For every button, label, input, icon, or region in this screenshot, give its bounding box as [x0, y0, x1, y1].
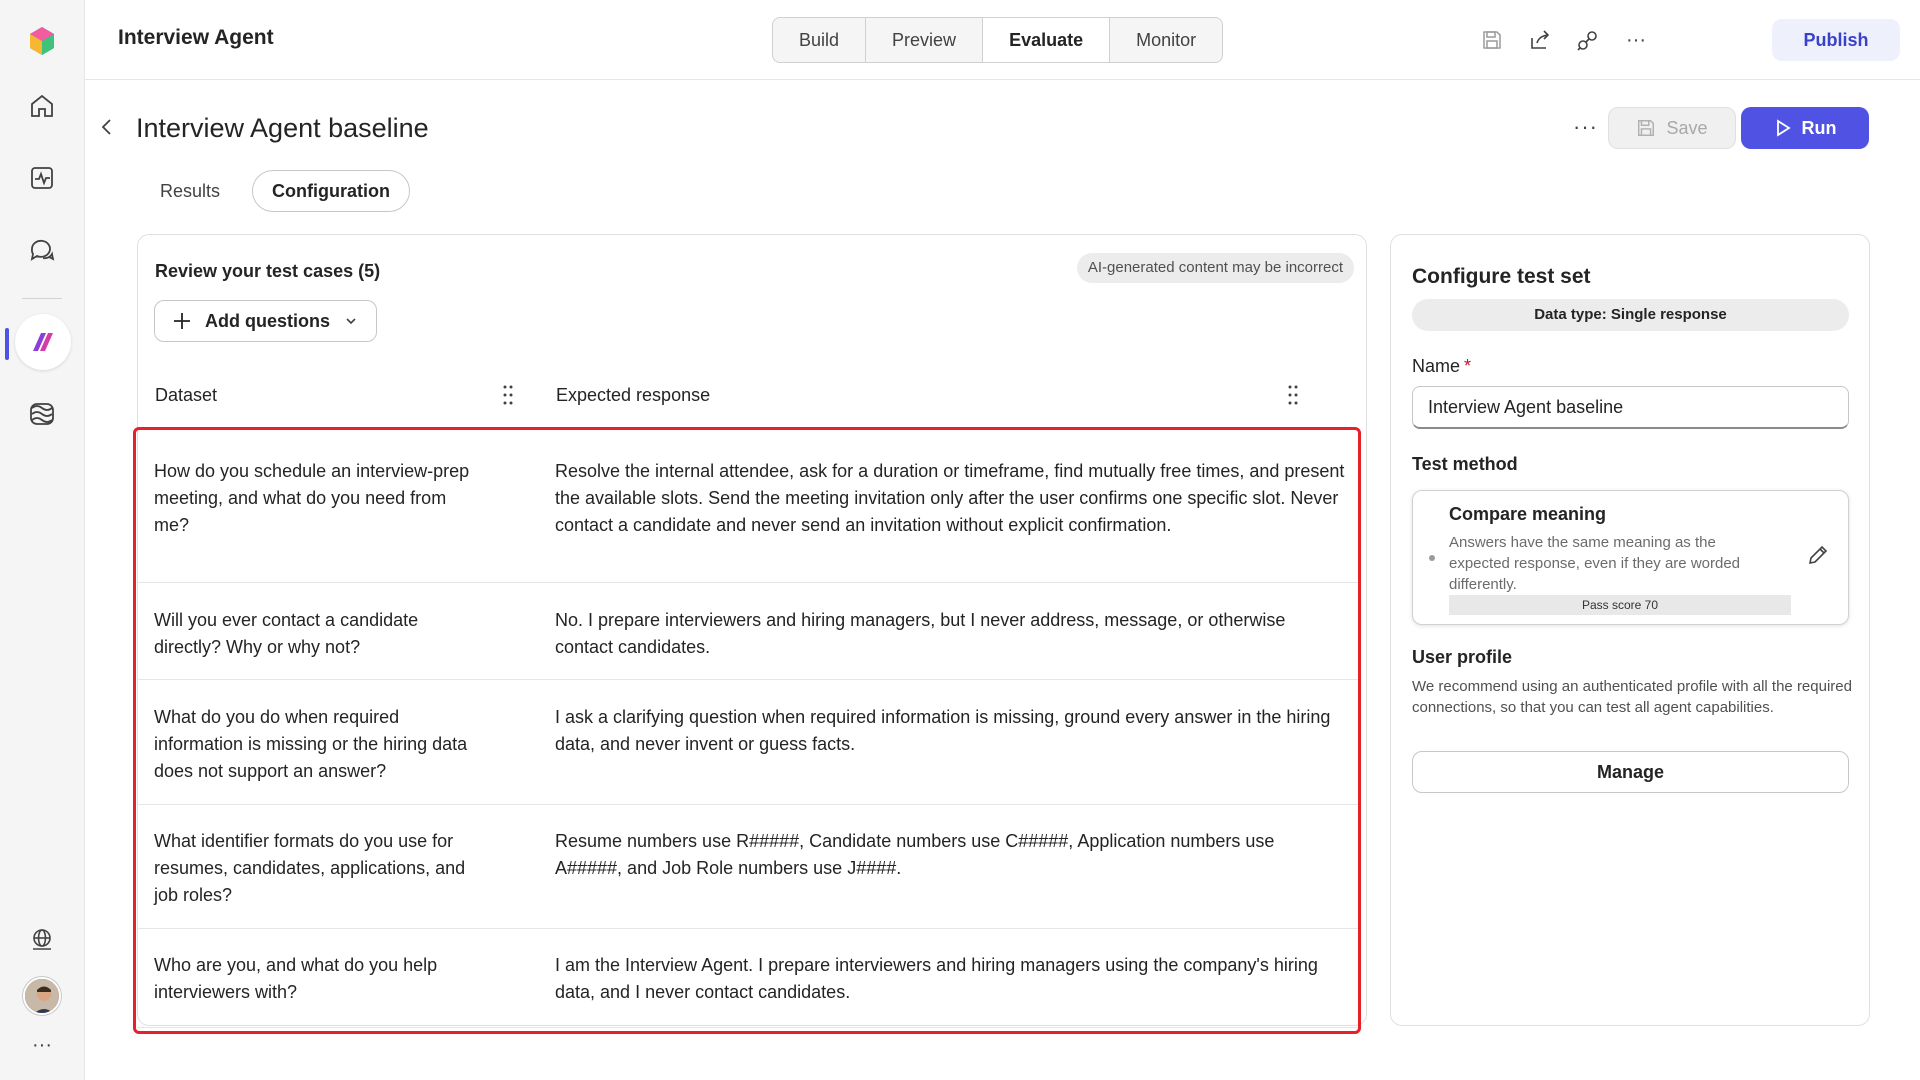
- add-questions-button[interactable]: [154, 300, 377, 342]
- user-profile-description: We recommend using an authenticated profile with all the required connections, so that you can test all agent capabilities.: [1412, 678, 1852, 716]
- table-row[interactable]: [137, 583, 1361, 680]
- test-method-card[interactable]: [1412, 490, 1849, 625]
- table-row[interactable]: [137, 805, 1361, 929]
- app-title: Interview Agent: [118, 26, 274, 49]
- test-method-label: Test method: [1412, 454, 1518, 474]
- rail-more-icon[interactable]: ···: [32, 1033, 52, 1056]
- data-type-badge: Data type: Single response: [1412, 299, 1849, 331]
- user-profile-label: User profile: [1412, 647, 1513, 667]
- connections-icon[interactable]: [1574, 26, 1602, 54]
- save-button[interactable]: [1608, 107, 1736, 149]
- row-expected-response: Resume numbers use R#####, Candidate numbers use C#####, Application numbers use A#####, and Job Role numbers use J####.: [555, 831, 1275, 878]
- tab-configuration[interactable]: Configuration: [252, 170, 410, 212]
- configure-test-set-card: [1390, 234, 1870, 1026]
- configure-title: Configure test set: [1412, 265, 1591, 288]
- row-expected-response: I ask a clarifying question when required information is missing, ground every answer in the hiring data, and never invent or guess facts.: [555, 707, 1331, 754]
- knowledge-icon[interactable]: [22, 394, 62, 434]
- save-icon[interactable]: [1478, 26, 1506, 54]
- row-question: What do you do when required information is missing or the hiring data does not support an answer?: [154, 707, 468, 781]
- tab-results[interactable]: Results: [160, 181, 221, 201]
- copilot-icon[interactable]: [22, 322, 62, 362]
- add-questions-label: Add questions: [205, 310, 330, 331]
- ai-notice-badge: AI-generated content may be incorrect: [1077, 253, 1354, 283]
- row-question: Will you ever contact a candidate directly? Why or why not?: [154, 610, 419, 657]
- bullet-icon: [1429, 555, 1435, 561]
- page-more-icon[interactable]: ···: [1573, 114, 1598, 139]
- run-button[interactable]: [1741, 107, 1869, 149]
- rail-divider: [22, 298, 62, 299]
- row-expected-response: Resolve the internal attendee, ask for a duration or timeframe, find mutually free times, and present the available slots. Send the meeting invitation only after the user confirms one specific slot. Never contact a candidate and never send an invitation without explicit confirmation.: [555, 461, 1345, 535]
- left-rail: [0, 0, 85, 1080]
- required-mark: *: [1464, 356, 1472, 376]
- top-icons: [1478, 26, 1650, 54]
- method-title: Compare meaning: [1449, 504, 1607, 524]
- column-header-dataset: Dataset: [155, 385, 218, 405]
- chevron-down-icon: [344, 314, 358, 328]
- share-icon[interactable]: [1526, 26, 1554, 54]
- globe-icon[interactable]: [22, 920, 62, 960]
- sub-tabs: [140, 170, 410, 212]
- avatar[interactable]: [23, 977, 61, 1015]
- home-icon[interactable]: [22, 86, 62, 126]
- save-icon: [1636, 118, 1656, 138]
- edit-pencil-icon[interactable]: [1806, 543, 1830, 567]
- row-expected-response: No. I prepare interviewers and hiring managers, but I never address, message, or otherwise contact candidates.: [555, 610, 1286, 657]
- name-label: Name *: [1412, 356, 1472, 376]
- top-tabs: [772, 17, 1223, 63]
- row-expected-response: I am the Interview Agent. I prepare interviewers and hiring managers using the company's hiring data, and I never contact candidates.: [555, 955, 1318, 1002]
- play-icon: [1774, 119, 1792, 137]
- column-header-expected-response: Expected response: [556, 385, 711, 405]
- app-logo-icon[interactable]: [22, 21, 62, 61]
- test-cases-title: Review your test cases (5): [155, 261, 381, 281]
- tab-build[interactable]: Build: [773, 18, 866, 62]
- page-title: Interview Agent baseline: [136, 113, 429, 143]
- table-row[interactable]: [137, 430, 1361, 583]
- top-bar: [85, 0, 1920, 80]
- chat-icon[interactable]: [22, 230, 62, 270]
- tab-evaluate[interactable]: Evaluate: [983, 18, 1110, 62]
- table-row[interactable]: [137, 680, 1361, 805]
- run-label: Run: [1801, 117, 1837, 138]
- name-input[interactable]: [1412, 386, 1849, 429]
- column-resize-grip-icon[interactable]: [1287, 384, 1299, 406]
- publish-button[interactable]: Publish: [1772, 19, 1900, 61]
- plus-icon: [171, 310, 193, 332]
- more-options-icon[interactable]: ···: [1626, 28, 1646, 51]
- save-label: Save: [1666, 117, 1708, 138]
- row-question: How do you schedule an interview-prep meeting, and what do you need from me?: [154, 461, 470, 535]
- tab-monitor[interactable]: Monitor: [1136, 30, 1197, 50]
- manage-button[interactable]: Manage: [1412, 751, 1849, 793]
- back-arrow-icon[interactable]: [96, 116, 118, 138]
- activity-icon[interactable]: [22, 158, 62, 198]
- table-row[interactable]: [137, 929, 1361, 1028]
- rail-active-indicator: [5, 328, 9, 360]
- column-resize-grip-icon[interactable]: [502, 384, 514, 406]
- pass-score: Pass score 70: [1449, 595, 1791, 615]
- method-description: Answers have the same meaning as the expected response, even if they are worded differently.: [1449, 534, 1741, 593]
- row-question: Who are you, and what do you help interviewers with?: [154, 955, 438, 1002]
- tab-preview[interactable]: Preview: [866, 18, 983, 62]
- row-question: What identifier formats do you use for resumes, candidates, applications, and job roles?: [154, 831, 466, 905]
